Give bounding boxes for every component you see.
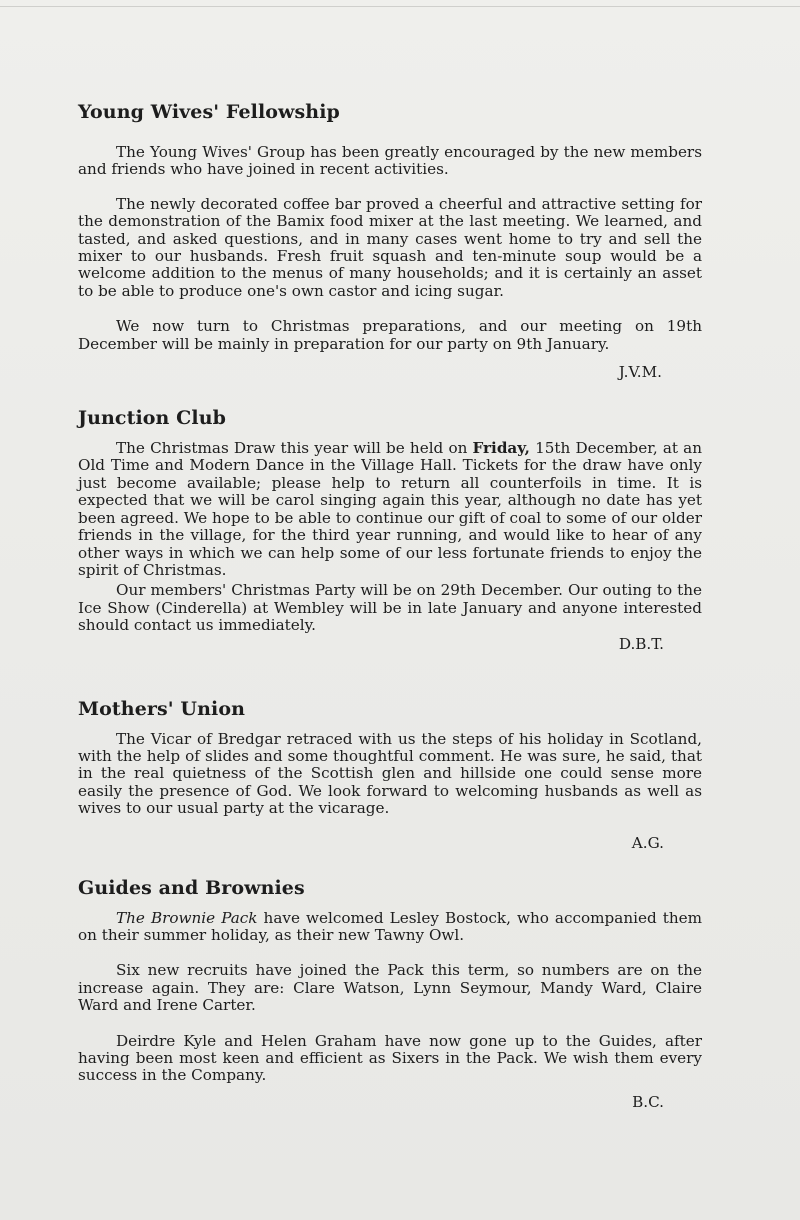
text-run-bold: Friday, [472, 439, 530, 458]
section-title: Guides and Brownies [78, 876, 305, 899]
text-run-italic: The Brownie Pack [116, 908, 258, 927]
signature: D.B.T. [618, 634, 664, 653]
signature: J.V.M. [618, 363, 662, 382]
text-run: have welcomed Lesley Bostock, who accompanied them on their summer holiday, as their new Tawny Owl. [78, 908, 702, 944]
paragraph: The Vicar of Bredgar retraced with us the steps of his holiday in Scotland, with the help of slides and some thoughtful comment. He was sure, he said, that in the real quietness of the Scottish glen and hillside one could sense more easily the presence of God. We look forward to welcoming husbands as well as wives to our usual party at the vicarage. [78, 729, 702, 818]
signature: B.C. [632, 1092, 664, 1111]
page-edge-line [0, 6, 800, 7]
paragraph: We now turn to Christmas preparations, and our meeting on 19th December will be mainly in preparation for our party on 9th January. [78, 317, 702, 353]
text-run: 15th December, at an Old Time and Modern Dance in the Village Hall. Tickets for the draw have only just become available; please help to return all counterfoils in time. It is expected that we will be carol singing again this year, although no date has yet been agreed. We hope to be able to continue our gift of coal to some of our older friends in the village, for the third year running, and would like to hear of any other ways in which we can help some of our less fortunate friends to enjoy the spirit of Christmas. [78, 439, 702, 579]
paragraph: Our members' Christmas Party will be on 29th December. Our outing to the Ice Show (Cinderella) at Wembley will be in late January and anyone interested should contact us immediately. [78, 581, 702, 635]
paragraph [78, 440, 702, 579]
document-body [78, 100, 702, 1111]
signature: A.G. [631, 833, 664, 852]
text-run: The Christmas Draw this year will be held on [116, 439, 473, 458]
paragraph: Deirdre Kyle and Helen Graham have now gone up to the Guides, after having been most keen and efficient as Sixers in the Pack. We wish them every success in the Company. [78, 1031, 702, 1085]
section-young-wives [78, 100, 702, 381]
paragraph: The Young Wives' Group has been greatly encouraged by the new members and friends who have joined in recent activities. [78, 143, 702, 179]
section-guides-brownies [78, 876, 702, 1111]
section-title: Junction Club [78, 407, 227, 430]
section-title: Mothers' Union [78, 697, 246, 720]
paragraph: Six new recruits have joined the Pack this term, so numbers are on the increase again. They are: Clare Watson, Lynn Seymour, Mandy Ward, Claire Ward and Irene Carter. [78, 961, 702, 1015]
paragraph [78, 910, 702, 945]
paragraph: The newly decorated coffee bar proved a cheerful and attractive setting for the demonstration of the Bamix food mixer at the last meeting. We learned, and tasted, and asked questions, and in many cases went home to try and sell the mixer to our husbands. Fresh fruit squash and ten-minute soup would be a welcome addition to the menus of many households; and it is certainly an asset to be able to produce one's own castor and icing sugar. [78, 194, 702, 300]
section-junction-club [78, 406, 702, 652]
section-title: Young Wives' Fellowship [78, 101, 340, 123]
section-mothers-union [78, 697, 702, 852]
